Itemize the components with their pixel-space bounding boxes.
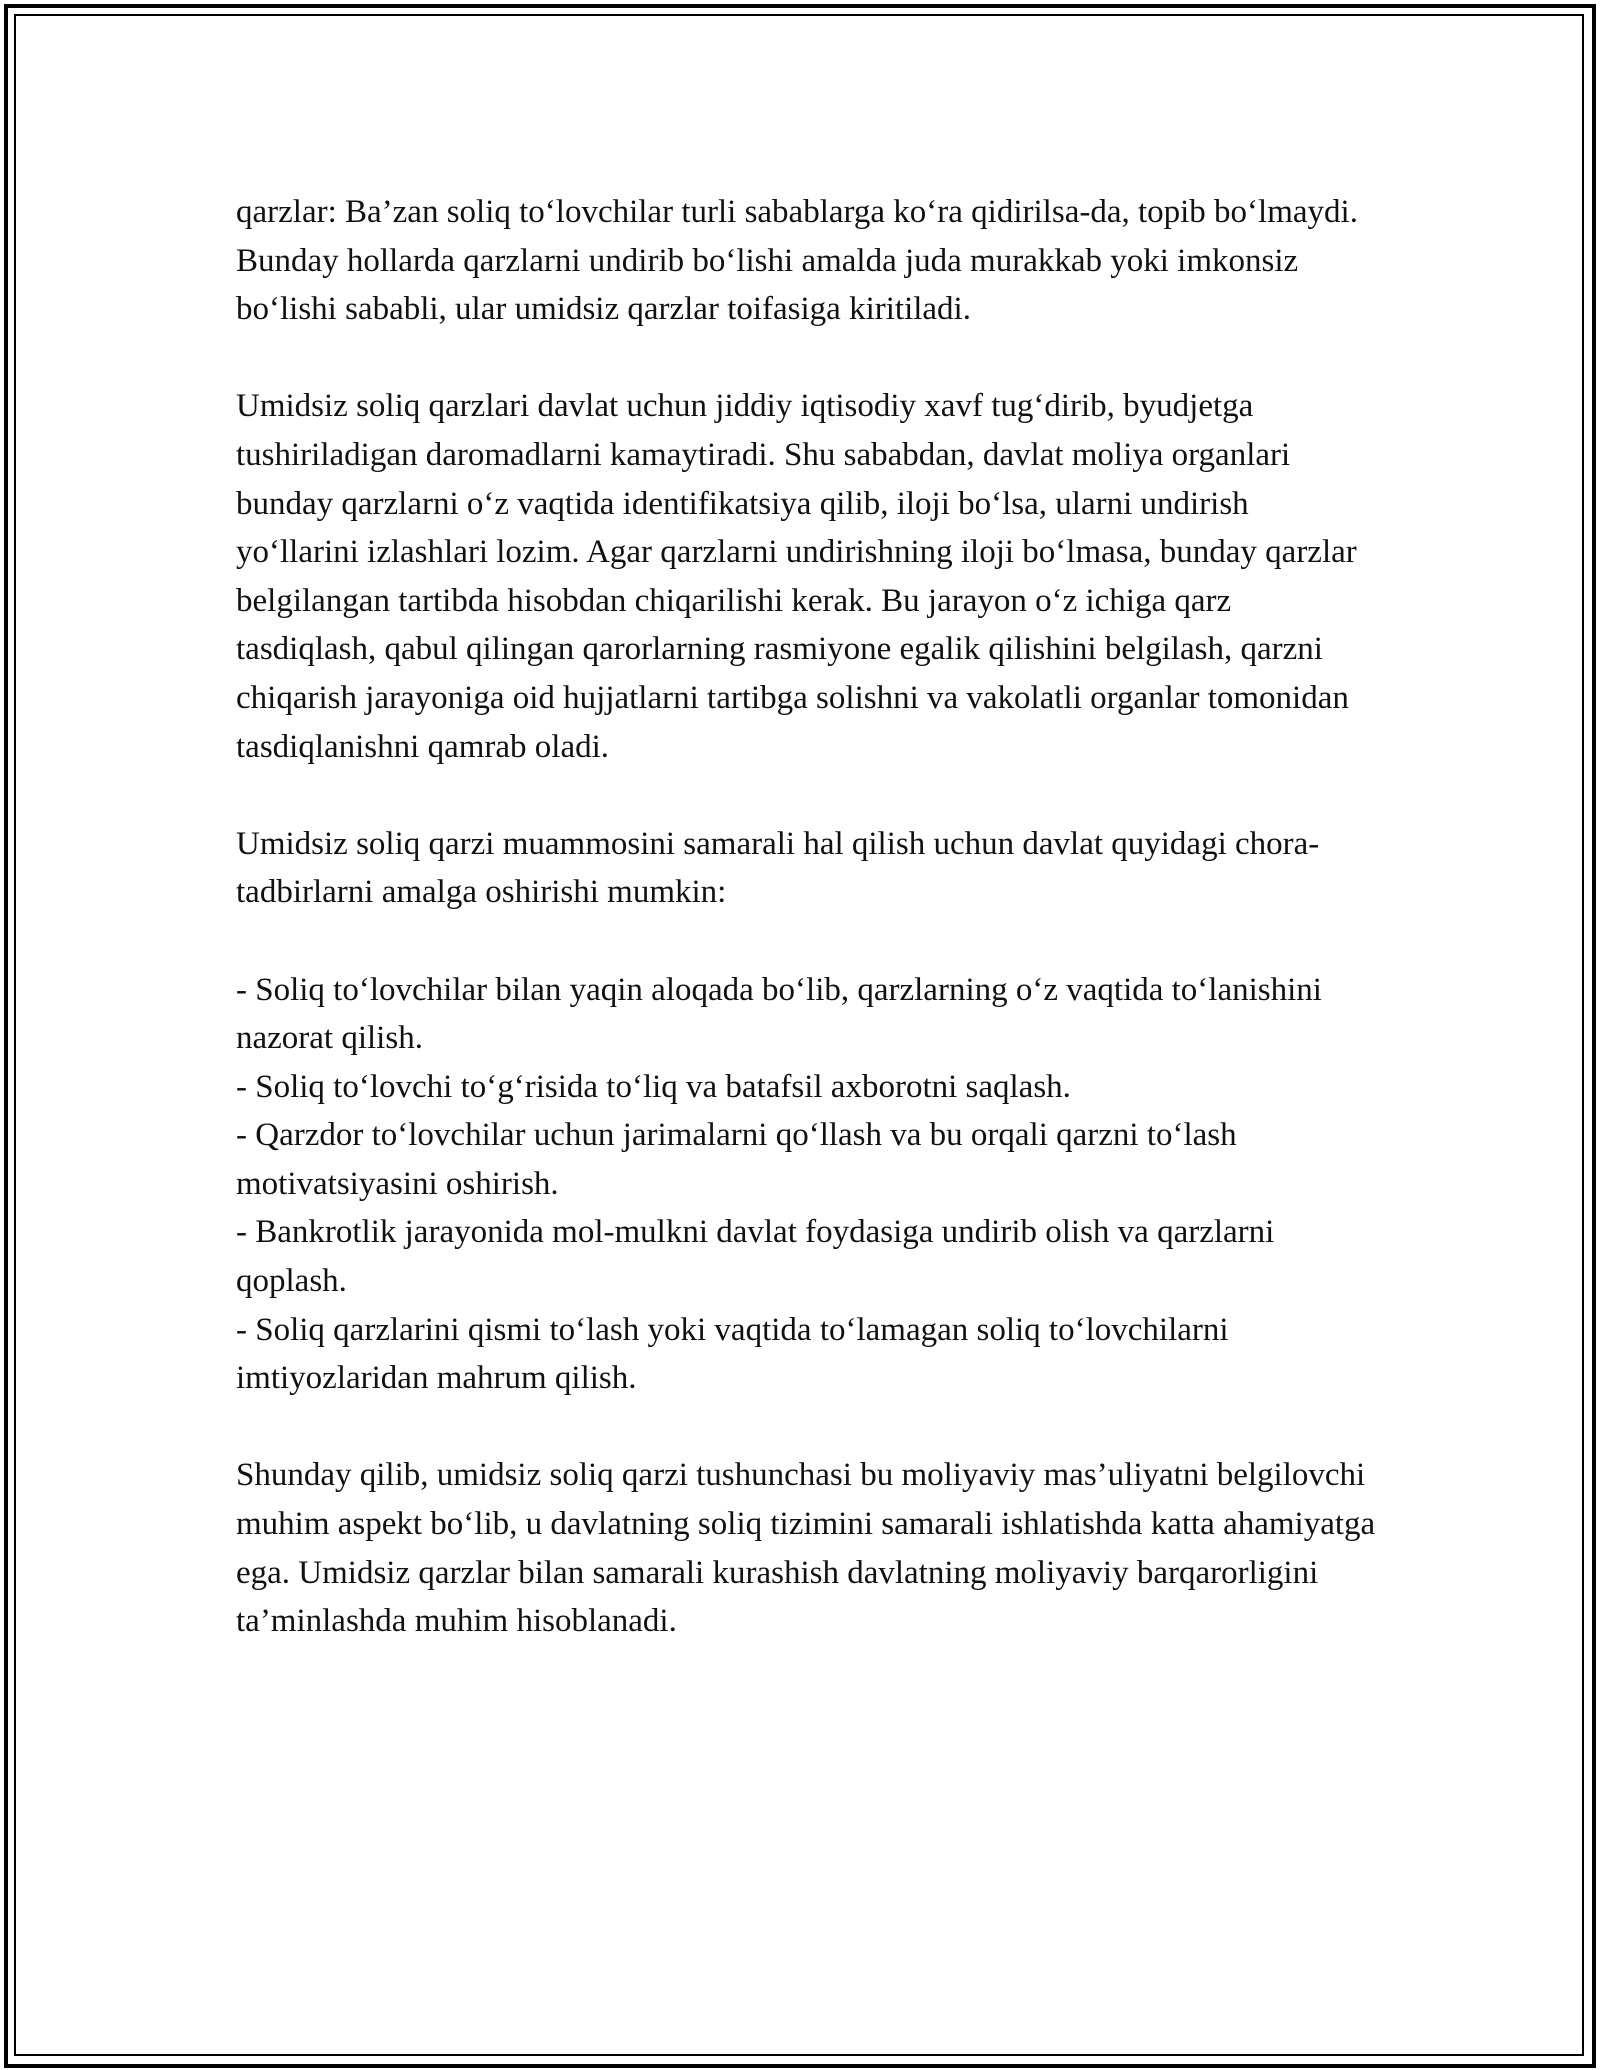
measures-list	[236, 966, 1376, 1403]
list-item: - Qarzdor to‘lovchilar uchun jarimalarni qo‘llash va bu orqali qarzni to‘lash motivatsiyasini oshirish.	[236, 1117, 1237, 1202]
list-item: - Soliq to‘lovchilar bilan yaqin aloqada bo‘lib, qarzlarning o‘z vaqtida to‘lanishini nazorat qilish.	[236, 971, 1322, 1057]
paragraph-measures-intro: Umidsiz soliq qarzi muammosini samarali hal qilish uchun davlat quyidagi chora-tadbirlarni amalga oshirishi mumkin:	[236, 825, 1320, 911]
list-item: - Soliq to‘lovchi to‘g‘risida to‘liq va batafsil axborotni saqlash.	[236, 1068, 1071, 1105]
list-item: - Soliq qarzlarini qismi to‘lash yoki vaqtida to‘lamagan soliq to‘lovchilarni imtiyozlaridan mahrum qilish.	[236, 1311, 1229, 1397]
document-body	[236, 188, 1376, 1694]
list-item: - Bankrotlik jarayonida mol-mulkni davlat foydasiga undirib olish va qarzlarni qoplash.	[236, 1214, 1275, 1300]
paragraph-conclusion: Shunday qilib, umidsiz soliq qarzi tushunchasi bu moliyaviy mas’uliyatni belgilovchi muhim aspekt bo‘lib, u davlatning soliq tizimini samarali ishlatishda katta ahamiyatga ega. Umidsiz qarzlar bilan samarali kurashish davlatning moliyaviy barqarorligini ta’minlashda muhim hisoblanadi.	[236, 1457, 1376, 1640]
paragraph-unfindable-debtors: qarzlar: Ba’zan soliq to‘lovchilar turli sabablarga ko‘ra qidirilsa-da, topib bo‘lmaydi. Bunday hollarda qarzlarni undirib bo‘lishi amalda juda murakkab yoki imkonsiz bo‘lishi sababli, ular umidsiz qarzlar toifasiga kiritiladi.	[236, 194, 1358, 328]
paragraph-economic-risk: Umidsiz soliq qarzlari davlat uchun jiddiy iqtisodiy xavf tug‘dirib, byudjetga tushiriladigan daromadlarni kamaytiradi. Shu sababdan, davlat moliya organlari bunday qarzlarni o‘z vaqtida identifikatsiya qilib, iloji bo‘lsa, ularni undirish yo‘llarini izlashlari lozim. Agar qarzlarni undirishning iloji bo‘lmasa, bunday qarzlar belgilangan tartibda hisobdan chiqarilishi kerak. Bu jarayon o‘z ichiga qarz tasdiqlash, qabul qilingan qarorlarning rasmiyone egalik qilishini belgilash, qarzni chiqarish jarayoniga oid hujjatlarni tartibga solishni va vakolatli organlar tomonidan tasdiqlanishni qamrab oladi.	[236, 388, 1357, 765]
